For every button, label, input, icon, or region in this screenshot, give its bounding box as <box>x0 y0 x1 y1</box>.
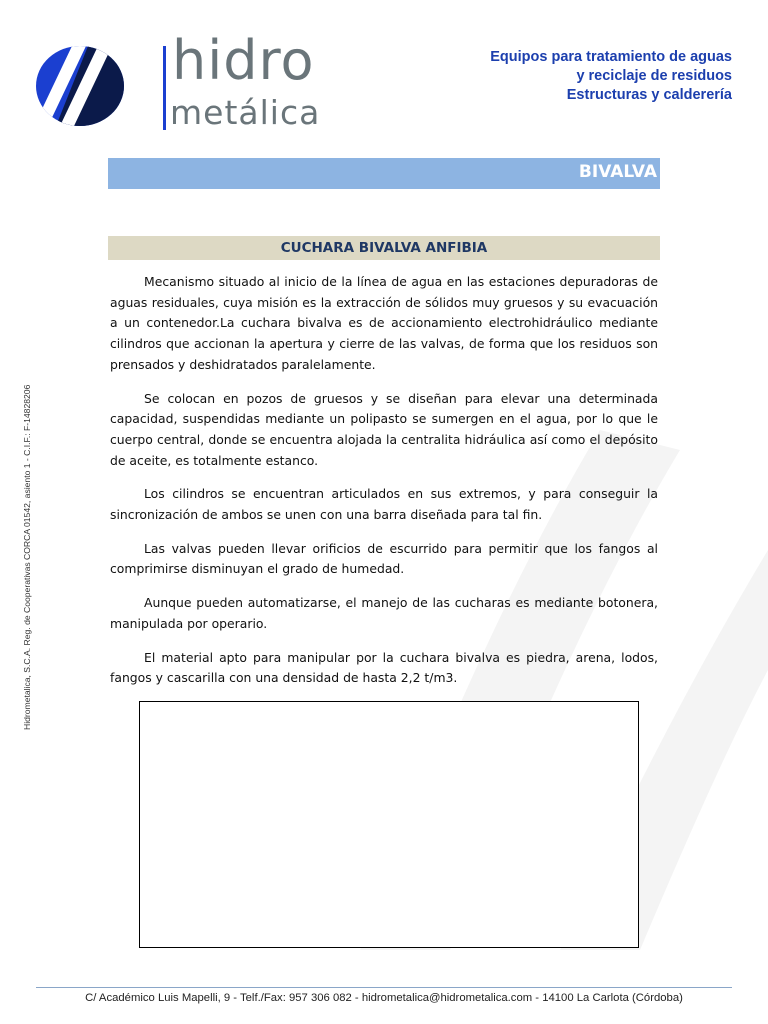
footer-address: C/ Académico Luis Mapelli, 9 - Telf./Fax: 957 306 082 - hidrometalica@hidrometalica.com - 14100 La Carlota (Córdoba) <box>85 992 683 1004</box>
footer-divider <box>36 987 732 988</box>
paragraph: Los cilindros se encuentran articulados en sus extremos, y para conseguir la sincronización de ambos se unen con una barra diseñada para tal fin. <box>110 486 658 523</box>
logo-mark-icon <box>36 46 124 126</box>
company-registration-note: Hidrometalica, S.C.A. Reg. de Cooperativas CORCA 01542, asiento 1 - C.I.F.: F-14828206 <box>22 384 32 730</box>
paragraph: Mecanismo situado al inicio de la línea de agua en las estaciones depuradoras de aguas residuales, cuya misión es la extracción de sólidos muy gruesos y su evacuación a un contenedor.La cuchara bivalva es de accionamiento electrohidráulico mediante cilindros que accionan la apertura y cierre de las valvas, de forma que los residuos son prensados y deshidratados paralelamente. <box>110 274 658 372</box>
page-title: BIVALVA <box>578 162 657 182</box>
paragraph: El material apto para manipular por la cuchara bivalva es piedra, arena, lodos, fangos y cascarilla con una densidad de hasta 2,2 t/m3. <box>110 649 658 686</box>
paragraph: Aunque pueden automatizarse, el manejo de las cucharas es mediante botonera, manipulada por operario. <box>110 595 658 631</box>
company-tagline <box>490 48 732 105</box>
paragraph: Las valvas pueden llevar orificios de escurrido para permitir que los fangos al comprimirse disminuyan el grado de humedad. <box>110 540 658 577</box>
logo-divider <box>163 46 166 130</box>
title-bar <box>108 158 660 189</box>
tagline-line-3: Estructuras y calderería <box>566 87 732 103</box>
tagline-line-2: y reciclaje de residuos <box>576 68 732 84</box>
body-text <box>110 272 658 702</box>
image-placeholder <box>139 701 639 948</box>
paragraph: Se colocan en pozos de gruesos y se diseñan para elevar una determinada capacidad, suspendidas mediante un polipasto se sumergen en el agua, por lo que le cuerpo central, donde se encuentra alojada la centralita hidráulica así como el depósito de aceite, es totalmente estanco. <box>110 390 658 468</box>
logo-word-hidro: hidro <box>172 29 315 92</box>
subtitle-bar <box>108 236 660 260</box>
tagline-line-1: Equipos para tratamiento de aguas <box>490 49 732 65</box>
section-title: CUCHARA BIVALVA ANFIBIA <box>280 240 488 256</box>
company-logo <box>32 29 332 136</box>
logo-word-metalica: metálica <box>170 93 321 132</box>
